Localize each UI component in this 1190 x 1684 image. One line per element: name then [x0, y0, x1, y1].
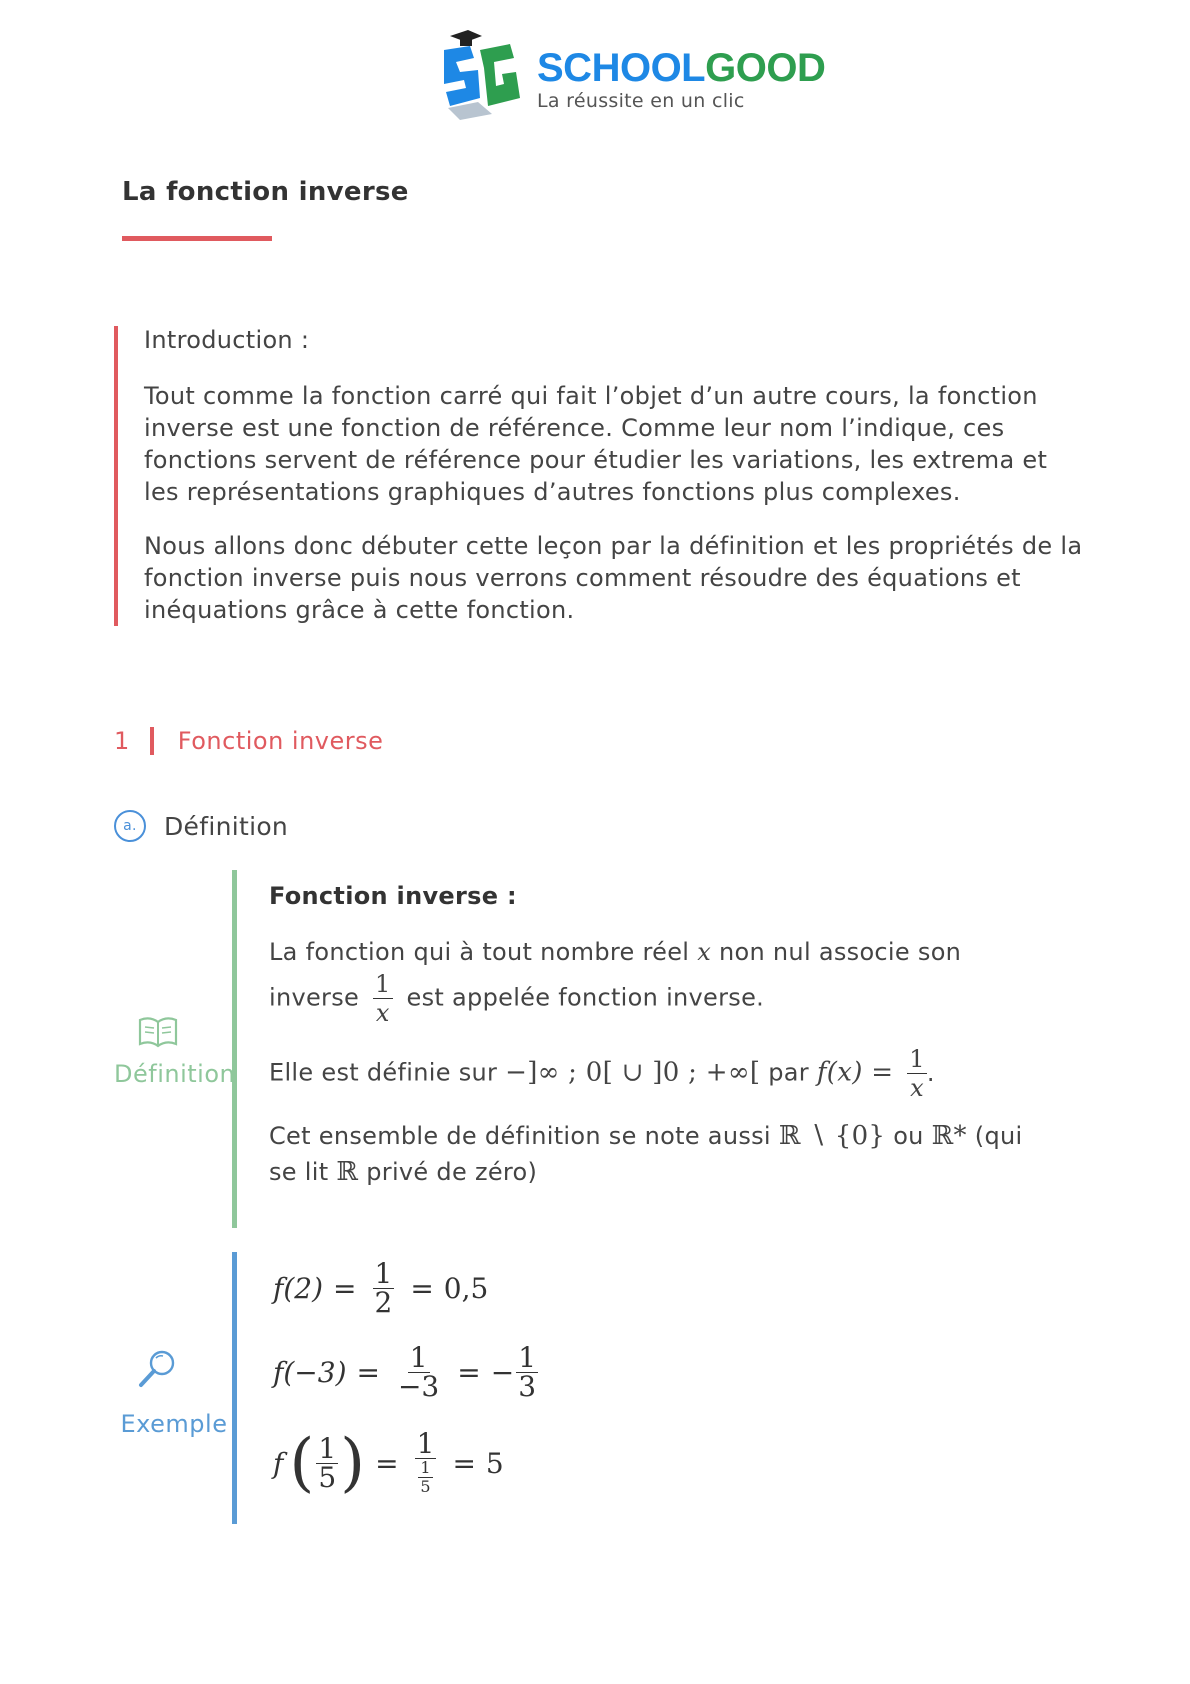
example-equation-2: f(−3) = $\frac{1}{-3}$ = − $\frac{1}{3}$: [273, 1341, 537, 1403]
intro-paragraph-1: Tout comme la fonction carré qui fait l’objet d’un autre cours, la fonction inverse est une fonction de référence. Comme leur nom l’indique, ces fonctions servent de référence pour étudier les variations, les extrema et les représentations graphiques d’autres fonctions plus complexes.: [144, 382, 1048, 506]
section-divider: [150, 727, 154, 755]
magnifier-icon: [136, 1348, 178, 1390]
subsection-letter-badge: a.: [114, 810, 146, 842]
set-r-minus-zero: ℝ ∖ {0}: [778, 1121, 886, 1151]
introduction-heading: Introduction :: [144, 326, 310, 354]
section-number: 1: [114, 727, 130, 755]
example-equation-1: f(2) = $\frac{1}{2}$ = 0,5: [273, 1257, 489, 1319]
fraction-one-over-x-2: $\frac{1}{x}$: [909, 1045, 925, 1102]
example-label: Exemple: [120, 1410, 228, 1438]
schoolgood-logo: [430, 28, 826, 124]
set-r-star: ℝ*: [931, 1121, 967, 1151]
section-title: Fonction inverse: [177, 727, 384, 755]
fraction-one-over-x: $\frac{1}{x}$: [375, 970, 391, 1027]
page-title: La fonction inverse: [122, 177, 409, 207]
definition-line-3: Elle est définie sur −]∞ ; 0[ ∪ ]0 ; +∞[ par f(x) = $\frac{1}{x}$ .: [269, 1045, 935, 1102]
definition-block: [232, 870, 1082, 1228]
section-heading: [114, 727, 383, 755]
subsection-title: Définition: [164, 811, 289, 841]
domain-expression: −]∞ ; 0[ ∪ ]0 ; +∞[: [505, 1057, 761, 1088]
logo-tagline: La réussite en un clic: [537, 90, 745, 112]
definition-line-4: Cet ensemble de définition se note aussi ℝ ∖ {0} ou ℝ* (qui: [269, 1121, 1023, 1151]
subsection-heading: [114, 810, 288, 842]
logo-brand: SCHOOLGOOD: [537, 46, 826, 90]
graduation-cap-icon: [430, 28, 530, 124]
introduction-block: [114, 326, 1084, 626]
title-underline: [122, 236, 272, 241]
definition-line-1: La fonction qui à tout nombre réel x non nul associe son: [269, 938, 962, 966]
intro-paragraph-2: Nous allons donc débuter cette leçon par la définition et les propriétés de la fonction inverse puis nous verrons comment résoudre des équations et inéquations grâce à cette fonction.: [144, 532, 1083, 624]
definition-line-2: inverse $\frac{1}{x}$ est appelée fonction inverse.: [269, 970, 765, 1027]
definition-label: Définition: [114, 1060, 236, 1088]
example-block: [232, 1252, 1082, 1524]
function-expression: f(x) =: [816, 1057, 894, 1088]
definition-title: Fonction inverse :: [269, 882, 517, 910]
open-book-icon: [136, 1016, 180, 1048]
definition-line-5: se lit ℝ privé de zéro): [269, 1157, 538, 1187]
example-equation-3: f ( $\frac{1}{5}$ ) = $\frac{1}{\frac{1}{5}}$ = 5: [273, 1426, 504, 1500]
